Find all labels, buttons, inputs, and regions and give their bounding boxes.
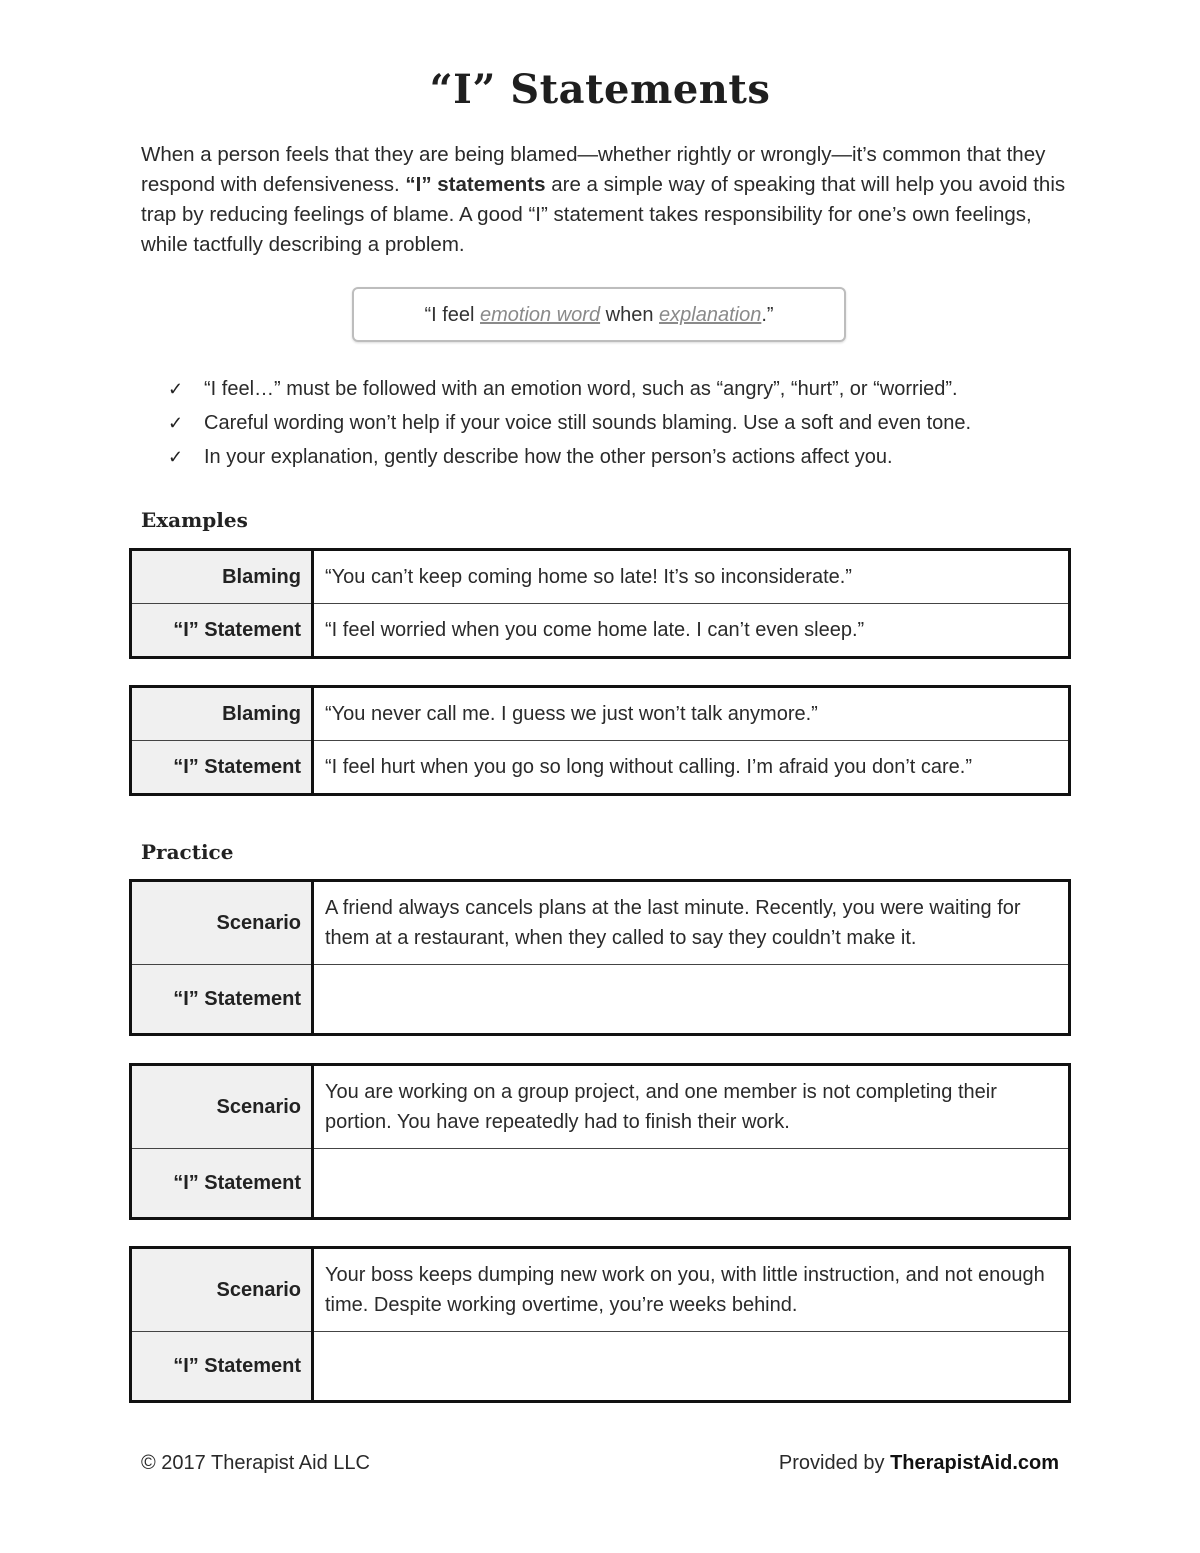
scenario-text: A friend always cancels plans at the last minute. Recently, you were waiting for them at a restaurant, when they called to say they couldn’t make it. xyxy=(313,881,1070,965)
intro-bold-term: “I” statements xyxy=(405,173,546,196)
i-statement-label: “I” Statement xyxy=(131,1149,313,1219)
i-statement-answer-field[interactable] xyxy=(313,1332,1070,1402)
practice-heading: Practice xyxy=(141,840,234,864)
table-row xyxy=(131,1332,1070,1402)
example-table-1 xyxy=(129,548,1071,659)
tip-text: In your explanation, gently describe how the other person’s actions affect you. xyxy=(204,446,893,468)
scenario-label: Scenario xyxy=(131,1065,313,1149)
i-statement-formula-box xyxy=(352,287,846,342)
intro-text-1: When a person feels that they are being blamed—whether rightly or wrongly—it’s common that they respond with defensiveness. xyxy=(141,143,1046,196)
footer-copyright: © 2017 Therapist Aid LLC xyxy=(141,1452,370,1474)
table-row xyxy=(131,1248,1070,1332)
i-statement-label: “I” Statement xyxy=(131,1332,313,1402)
formula-blank-emotion: emotion word xyxy=(480,304,601,326)
tip-item xyxy=(168,442,1068,476)
practice-table-3 xyxy=(129,1246,1071,1403)
tips-list xyxy=(168,374,1068,476)
page-title: “I” Statements xyxy=(429,66,771,113)
practice-table-1 xyxy=(129,879,1071,1036)
i-statement-label: “I” Statement xyxy=(131,965,313,1035)
scenario-text: Your boss keeps dumping new work on you, with little instruction, and not enough time. Despite working overtime, you’re weeks behind. xyxy=(313,1248,1070,1332)
blaming-label: Blaming xyxy=(131,687,313,741)
table-row xyxy=(131,1065,1070,1149)
checkmark-icon: ✓ xyxy=(168,379,184,399)
i-statement-answer-field[interactable] xyxy=(313,965,1070,1035)
table-row xyxy=(131,1149,1070,1219)
i-statement-label: “I” Statement xyxy=(131,604,313,658)
formula-suffix: .” xyxy=(761,304,774,326)
i-statement-label: “I” Statement xyxy=(131,741,313,795)
i-statement-answer-field[interactable] xyxy=(313,1149,1070,1219)
table-row xyxy=(131,687,1070,741)
table-row xyxy=(131,550,1070,604)
intro-text-2: are a simple way of speaking that will help you avoid this trap by reducing feelings of blame. A good “I” statement takes responsibility for one’s own feelings, while tactfully describing a problem. xyxy=(141,173,1066,256)
formula-blank-explanation: explanation xyxy=(659,304,762,326)
blaming-label: Blaming xyxy=(131,550,313,604)
blaming-statement: “You never call me. I guess we just won’t talk anymore.” xyxy=(313,687,1070,741)
practice-table-2 xyxy=(129,1063,1071,1220)
table-row xyxy=(131,881,1070,965)
example-table-2 xyxy=(129,685,1071,796)
scenario-text: You are working on a group project, and one member is not completing their portion. You have repeatedly had to finish their work. xyxy=(313,1065,1070,1149)
intro-paragraph xyxy=(141,140,1071,260)
tip-text: “I feel…” must be followed with an emotion word, such as “angry”, “hurt”, or “worried”. xyxy=(204,378,958,400)
scenario-label: Scenario xyxy=(131,881,313,965)
formula-prefix: “I feel xyxy=(424,304,481,326)
i-statement-example: “I feel worried when you come home late. I can’t even sleep.” xyxy=(325,618,865,641)
table-row xyxy=(131,741,1070,795)
table-row xyxy=(131,604,1070,658)
provider-site: TherapistAid.com xyxy=(890,1452,1059,1474)
tip-text: Careful wording won’t help if your voice still sounds blaming. Use a soft and even tone. xyxy=(204,412,972,434)
tip-item xyxy=(168,374,1068,408)
blaming-statement: “You can’t keep coming home so late! It’s so inconsiderate.” xyxy=(313,550,1070,604)
footer-provided-by xyxy=(779,1452,1059,1475)
formula-middle: when xyxy=(600,304,660,326)
checkmark-icon: ✓ xyxy=(168,413,184,433)
scenario-label: Scenario xyxy=(131,1248,313,1332)
table-row xyxy=(131,965,1070,1035)
provided-prefix: Provided by xyxy=(778,1452,891,1474)
checkmark-icon: ✓ xyxy=(168,447,184,467)
tip-item xyxy=(168,408,1068,442)
i-statement-example: “I feel hurt when you go so long without calling. I’m afraid you don’t care.” xyxy=(325,755,973,778)
examples-heading: Examples xyxy=(141,508,248,532)
